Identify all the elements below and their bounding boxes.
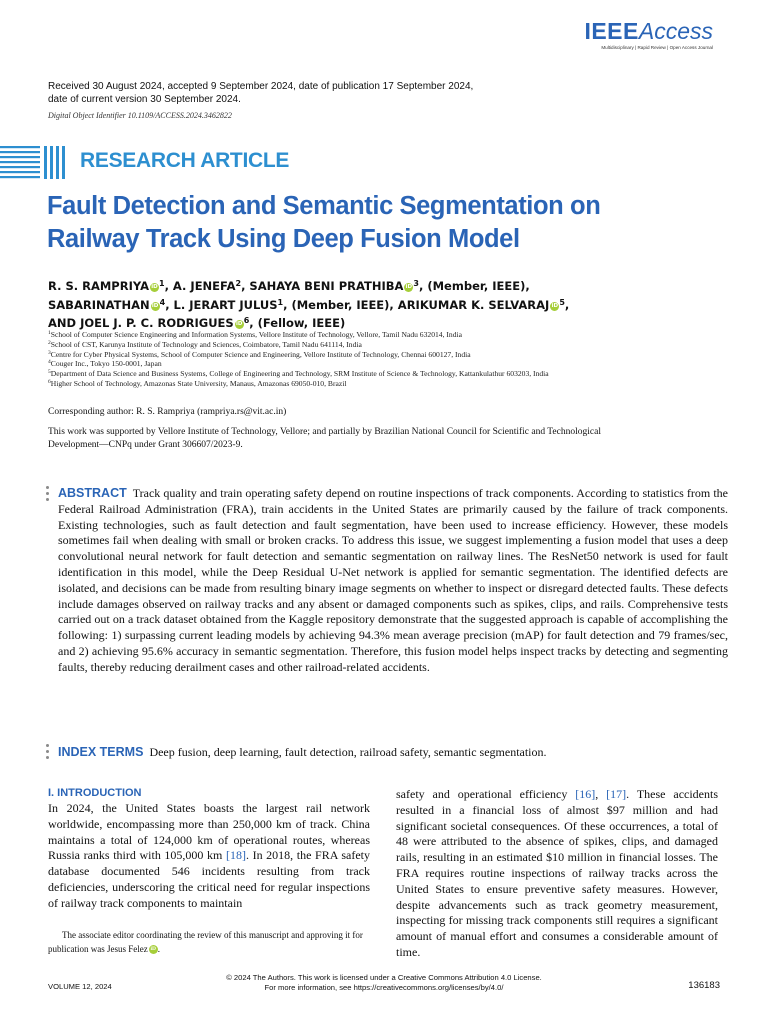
author-membership: , (Member, IEEE),: [418, 279, 530, 293]
footnote-end: .: [157, 943, 160, 954]
page-number: 136183: [688, 980, 720, 991]
affiliation-number: 2: [48, 339, 51, 346]
affiliation-text: Higher School of Technology, Amazonas State University, Manaus, Amazonas 69050-010, Brazil: [50, 378, 347, 388]
author-separator: ,: [564, 297, 570, 312]
affiliation-text: Department of Data Science and Business Systems, College of Engineering and Technology, SRM Institute of Science & Technology, Kattankulathur 603203, India: [50, 369, 549, 379]
citation-link[interactable]: [18]: [225, 848, 246, 863]
affiliation-item: [48, 330, 618, 340]
author-affil-sup: 1: [277, 297, 284, 307]
affiliation-number: 6: [48, 378, 51, 385]
article-type: RESEARCH ARTICLE: [80, 149, 290, 172]
authors-line-2: [48, 296, 728, 315]
journal-logo: [584, 20, 713, 50]
index-terms-dots-icon: [46, 744, 49, 762]
author-affil-sup: 5: [559, 297, 565, 307]
affiliation-number: 4: [48, 359, 51, 366]
intro-text: . In 2018, the FRA safety database documented 546 incidents resulting from track deficiencies, underscoring the critical need for regular inspections of railway track components to maintain: [48, 848, 370, 910]
author-affil-sup: 2: [235, 279, 242, 288]
author-name: , A. JENEFA: [164, 279, 236, 293]
affiliation-number: 1: [48, 330, 51, 336]
affiliation-item: [48, 340, 618, 350]
intro-text: safety and operational efficiency: [396, 787, 576, 801]
doi: Digital Object Identifier 10.1109/ACCESS.2024.3462822: [48, 111, 232, 120]
author-name: SABARINATHAN: [48, 297, 150, 312]
journal-tagline: Multidisciplinary | Rapid Review | Open Access Journal: [601, 45, 713, 50]
banner-stripes-icon: [0, 146, 70, 180]
affiliation-item: [48, 359, 618, 369]
intro-text: In 2024, the United States boasts the largest rail network worldwide, encompassing more than 250,000 km of track. China maintains a total of 124,000 km of operational routes, whereas Russia ranks third with 105,000 km: [48, 801, 370, 863]
affiliation-text: Centre for Cyber Physical Systems, School of Computer Science and Engineering, Vellore Institute of Technology, Chennai 600127, India: [50, 349, 471, 359]
index-terms-label: INDEX TERMS: [58, 745, 144, 759]
title-line-1: Fault Detection and Semantic Segmentation on: [47, 192, 601, 220]
corresponding-author: Corresponding author: R. S. Rampriya (rampriya.rs@vit.ac.in): [48, 407, 287, 417]
received-line-2: date of current version 30 September 2024.: [48, 93, 241, 105]
index-terms: [58, 745, 728, 760]
affiliation-item: [48, 369, 618, 379]
license-line-2[interactable]: For more information, see https://creativecommons.org/licenses/by/4.0/: [264, 982, 504, 992]
intro-left-column: [48, 801, 370, 912]
affiliation-text: School of Computer Science Engineering and Information Systems, Vellore Institute of Technology, Vellore, Tamil Nadu 632014, India: [50, 330, 462, 339]
volume-info: VOLUME 12, 2024: [48, 982, 112, 991]
author-name: , SAHAYA BENI PRATHIBA: [241, 279, 404, 293]
author-name: R. S. RAMPRIYA: [48, 279, 149, 293]
section-heading-introduction: I. INTRODUCTION: [48, 787, 142, 799]
title-line-2: Railway Track Using Deep Fusion Model: [47, 225, 520, 253]
abstract-label: ABSTRACT: [58, 486, 127, 500]
citation-link[interactable]: [16]: [575, 787, 596, 801]
author-membership: , (Fellow, IEEE): [249, 316, 346, 330]
affiliation-number: 5: [48, 369, 51, 376]
journal-brand-italic: Access: [638, 18, 713, 44]
affiliation-text: School of CST, Karunya Institute of Technology and Sciences, Coimbatore, Tamil Nadu 641114, India: [50, 339, 362, 349]
affiliation-number: 3: [48, 349, 51, 356]
author-affil-sup: 4: [159, 297, 166, 307]
orcid-icon[interactable]: iD: [405, 284, 413, 290]
author-membership: , (Member, IEEE),: [283, 297, 398, 312]
orcid-icon[interactable]: iD: [150, 945, 156, 952]
author-name: , L. JERART JULUS: [165, 297, 278, 312]
abstract: [58, 486, 728, 676]
journal-brand-bold: IEEE: [584, 18, 639, 44]
author-affil-sup: 6: [243, 316, 250, 325]
affiliations: [48, 330, 618, 389]
received-line-1: Received 30 August 2024, accepted 9 September 2024, date of publication 17 September 2024,: [48, 81, 474, 92]
abstract-dots-icon: [46, 486, 49, 504]
author-name: ARIKUMAR K. SELVARAJ: [397, 297, 550, 312]
affiliation-text: Couger Inc., Tokyo 150-0001, Japan: [50, 359, 162, 369]
abstract-text: Track quality and train operating safety depend on routine inspections of track components. According to statistics from the Federal Railroad Administration (FRA), train accidents in the United States are primarily caused by the failure of track components. Existing technologies, such as fault detection and fault segmentation, have been used to increase efficiency. However, these models sometimes fail when dealing with small or broken cracks. To address this issue, we suggest implementing a fusion model that uses a deep convolutional neural network for fault detection and semantic segmentation on railway lines. The ResNet50 network is used for fault identification in this model, while the Deep Residual U-Net network is applied for semantic segmentation. The identified defects are isolated, and decisions can be made from resulting binary image segments on whether to inspect or disregard detected faults. These defects include damages observed on railway tracks and any absent or damaged components such as spikes, clips, and rails. Comprehensive tests carried out on a track dataset obtained from the Kaggle repository demonstrate that the suggested approach is capable of accomplishing the following: 1) surpassing current leading models by achieving 94.3% mean average precision (mAP) for fault detection and 79 frames/sec, and 2) achieving 95.6% accuracy in semantic segmentation. Therefore, this fusion model helps inspect tracks by detecting and segmenting faults, thereby reducing derailment cases and other railroad-related accidents.: [58, 486, 728, 674]
editor-footnote: [48, 929, 370, 956]
license-notice: [0, 973, 768, 992]
author-name: AND JOEL J. P. C. RODRIGUES: [48, 316, 234, 330]
affiliation-item: [48, 379, 618, 389]
author-affil-sup: 1: [158, 279, 165, 288]
citation-separator: ,: [595, 787, 607, 801]
authors-line-1: [48, 277, 728, 296]
orcid-icon[interactable]: iD: [151, 302, 159, 309]
orcid-icon[interactable]: iD: [235, 321, 243, 327]
funding-statement: This work was supported by Vellore Institute of Technology, Vellore; and partially by Brazilian National Council for Scientific and Technological Development—CNPq under Grant 306607/2023-9.: [48, 427, 601, 450]
citation-link[interactable]: [17]: [606, 787, 627, 801]
affiliation-item: [48, 350, 618, 360]
orcid-icon[interactable]: iD: [551, 302, 559, 309]
license-line-1: © 2024 The Authors. This work is licensed under a Creative Commons Attribution 4.0 License.: [226, 973, 542, 982]
received-dates: [48, 81, 498, 106]
author-list: [48, 277, 728, 333]
intro-text: . These accidents resulted in a financial loss of almost $97 million and had significant societal consequences. Of these occurrences, a total of 48 were attributed to the absence of spikes, clips, and damaged rails, resulting in an estimated $10 million in financial losses. The FRA requires routine inspections of railway tracks across the United States to ensure preventive safety measures. However, despite advancements such as track geometry measurement, inspecting for missing track components still requires a significant amount of manual effort and consumes a considerable amount of time.: [396, 787, 719, 959]
index-terms-text: Deep fusion, deep learning, fault detection, railroad safety, semantic segmentation.: [149, 745, 547, 759]
orcid-icon[interactable]: iD: [151, 284, 158, 290]
author-affil-sup: 3: [413, 279, 419, 288]
intro-right-column: [396, 787, 718, 961]
paper-title: [47, 190, 687, 256]
footnote-text: The associate editor coordinating the review of this manuscript and approving it for publication was Jesus Felez: [48, 930, 363, 954]
